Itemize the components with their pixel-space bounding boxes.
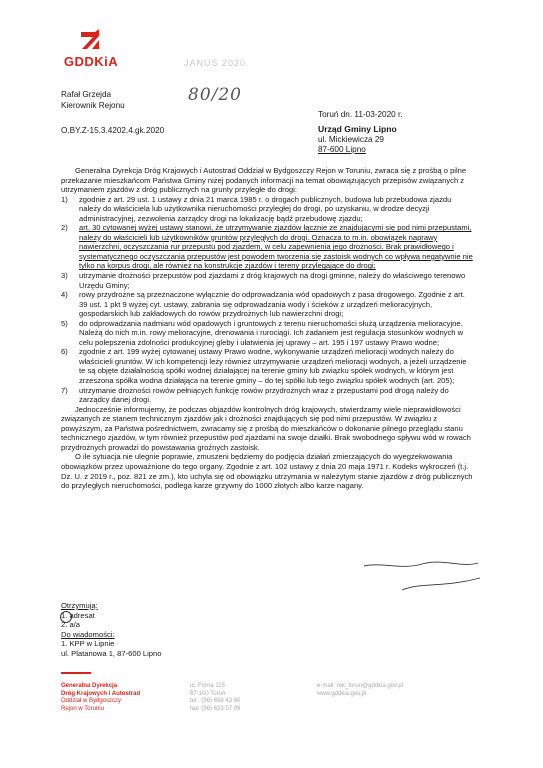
footer-org-line: Oddział w Bydgoszczy	[61, 698, 122, 705]
list-text: utrzymanie drożności przepustów pod zjazdami z dróg krajowych na drogi gminne, należy do właściwego terenowo Urzędu Gminy;	[79, 271, 466, 290]
footer-address-line: tel.: (56) 658 43 60	[190, 698, 241, 705]
list-number: 2)	[61, 223, 68, 233]
faint-stamp: JANUS 2020	[184, 58, 247, 68]
place-date: Toruń dn. 11-03-2020 r.	[318, 110, 403, 119]
footer-rule	[61, 672, 91, 674]
logo-text: GDDKiA	[63, 54, 119, 69]
footer-address	[190, 683, 240, 713]
sender-title: Kierownik Rejonu	[61, 101, 125, 110]
handwritten-number: 80/20	[188, 85, 242, 105]
list-item	[61, 223, 473, 271]
cc-heading: Do wiadomości:	[61, 629, 115, 639]
list-number: 7)	[61, 385, 68, 395]
distribution-list	[61, 601, 161, 659]
list-text: art. 30 cytowanej wyżej ustawy stanowi, że utrzymywanie zjazdów łącznie ze znajdującymi się pod nimi przepustami, należy do właścicieli lub użytkowników gruntów przyległych do drogi. Oznacza to m.in. obowiązek naprawy nawierzchni, oczyszczania rur przepustu pod zjazdem, w celu zapewnienia jego drożności. Brak prawidłowego i systematycznego oczyszczania przepustów jest powodem tworzenia się zastoisk wodnych co wpływa negatywnie nie tylko na korpus drogi, ale również na konstrukcje zjazdów i tereny przylegające do drogi;	[79, 223, 473, 271]
recipient-postal: 87-600 Lipno	[318, 145, 366, 154]
list-text: utrzymanie drożności rowów pełniących funkcję rowów przydrożnych wraz z przepustami pod drogą należy do zarządcy danej drogi.	[79, 385, 449, 405]
third-paragraph: O ile sytuacja nie ulegnie poprawie, zmuszeni będziemy do podjęcia działań zmierzających do wyegzekwowania obowiązków przez upoważnione do tego organy. Zgodnie z art. 102 ustawy z dnia 20 maja 1971 r. Kodeks wykroczeń (t.j. Dz. U. z 2019 r., poz. 821 ze zm.), kto uchyla się od obowiązku utrzymania w należytym stanie zjazdów z dróg publicznych do przyległych nieruchomości, podlega karze grzywny do 1000 złotych albo karze nagany.	[61, 452, 473, 491]
list-item	[61, 347, 473, 385]
second-paragraph: Jednocześnie informujemy, że podczas objazdów kontrolnych dróg krajowych, stwierdzamy wiele nieprawidłowości związanych ze stanem technicznym zjazdów jak i drożności znajdujących się pod nimi przepustów. W związku z powyższym, za Państwa pośrednictwem, zwracamy się z prośbą do mieszkańców o dokonanie pilnego przeglądu stanu technicznego zjazdów, w tym również przepustów pod zjazdami na swoje działki. Brak swobodnego spływu wód w rowach przydrożnych prowadzi do powstawania groźnych zastoisk.	[61, 404, 471, 452]
distribution-item: 2. a/a	[61, 620, 80, 630]
footer-org	[61, 683, 140, 713]
list-number: 4)	[61, 290, 68, 300]
list-item	[61, 319, 473, 348]
list-number: 1)	[61, 194, 68, 204]
list-text: do odprowadzania nadmiaru wód opadowych i gruntowych z terenu nieruchomości służą urządzenia melioracyjne. Należą do nich m.in. rowy melioracyjne, drenowania i rurociągi. Ich zadaniem jest regulacja stosunków wodnych w celu polepszenia zdolności produkcyjnej gleby i ułatwienia jej uprawy – art. 195 i 197 ustawy Prawo wodne;	[79, 318, 464, 347]
footer-contact	[317, 683, 403, 698]
list-number: 5)	[61, 318, 68, 328]
list-number: 3)	[61, 271, 68, 281]
cc-item: ul. Platanowa 1, 87-600 Lipno	[61, 648, 162, 658]
list-item	[61, 271, 473, 290]
footer-address-line: ul. Forna 115	[190, 683, 225, 689]
list-item	[61, 290, 473, 319]
sender-name: Rafał Grzejda	[61, 90, 112, 99]
footer-address-line: fax: (56) 623 07 09	[190, 705, 241, 712]
list-number: 6)	[61, 347, 68, 357]
letter-body	[61, 166, 473, 491]
list-item	[61, 386, 473, 405]
list-text: rowy przydrożne są przeznaczone wyłącznie do odprowadzania wód opadowych z pasa drogowego. Zgodnie z art. 39 ust. 1 pkt 9 wyżej cyt. ustawy, zabrania się odprowadzania wody i ścieków z urządzeń melioracyjnych, gospodarskich lub zakładowych do rowów przydrożnych lub nawierzchni drogi;	[79, 290, 465, 319]
list-item	[61, 195, 473, 224]
sender-block	[61, 89, 125, 111]
recipient-block	[318, 124, 397, 156]
footer-email: e-mail: rek_torun@gddkia.gov.pl	[317, 683, 404, 689]
footer-org-line: Dróg Krajowych i Autostrad	[61, 690, 141, 697]
footer-org-line: Generalna Dyrekcja	[61, 683, 118, 689]
list-text: zgodnie z art. 29 ust. 1 ustawy z dnia 21 marca 1985 r. o drogach publicznych, budowa lub przebudowa zjazdu należy do właściciela lub użytkownika nieruchomości przyległej do drogi, po uzyskaniu, w drodze decyzji administracyjnej, zezwolenia zarządcy drogi na lokalizację bądź przebudowę zjazdu;	[79, 194, 452, 223]
cc-item: 1. KPP w Lipnie	[61, 639, 115, 649]
gddkia-logo-icon	[78, 28, 104, 50]
reference-number: O.BY.Z-15.3.4202.4.gk.2020	[61, 126, 165, 135]
recipient-name: Urząd Gminy Lipno	[318, 124, 397, 134]
ink-scribble	[362, 560, 482, 594]
intro-paragraph: Generalna Dyrekcja Dróg Krajowych i Autostrad Oddział w Bydgoszczy Rejon w Toruniu, zwraca się z prośbą o pilne przekazanie mieszkańcom Państwa Gminy niżej podanych informacji na temat obowiązujących przepisów związanych z utrzymaniem zjazdów z dróg publicznych na grunty przyległe do drogi:	[61, 166, 467, 195]
footer-website: www.gddkia.gov.pl	[317, 690, 367, 697]
distribution-item: 1. adresat	[61, 610, 95, 620]
recipient-street: ul. Mickiewicza 29	[318, 134, 384, 144]
list-text: zgodnie z art. 199 wyżej cytowanej ustawy Prawo wodne, wykonywanie urządzeń melioracji wodnych należy do właścicieli gruntów. W ich kompetencji leży również utrzymywanie urządzeń melioracji wodnych, a jeżeli urządzenie te są objęte działalnością spółki wodnej działającej na terenie gminy lub związku spółek wodnych, w którym jest zrzeszona spółka wodna działająca na terenie gminy – do tej spółki lub tego związku spółek wodnych (art. 205);	[79, 347, 467, 386]
footer-address-line: 87-100 Toruń	[190, 690, 226, 697]
footer-org-line: Rejon w Toruniu	[61, 705, 104, 712]
rules-list	[61, 195, 473, 405]
distribution-heading: Otrzymują:	[61, 601, 98, 610]
